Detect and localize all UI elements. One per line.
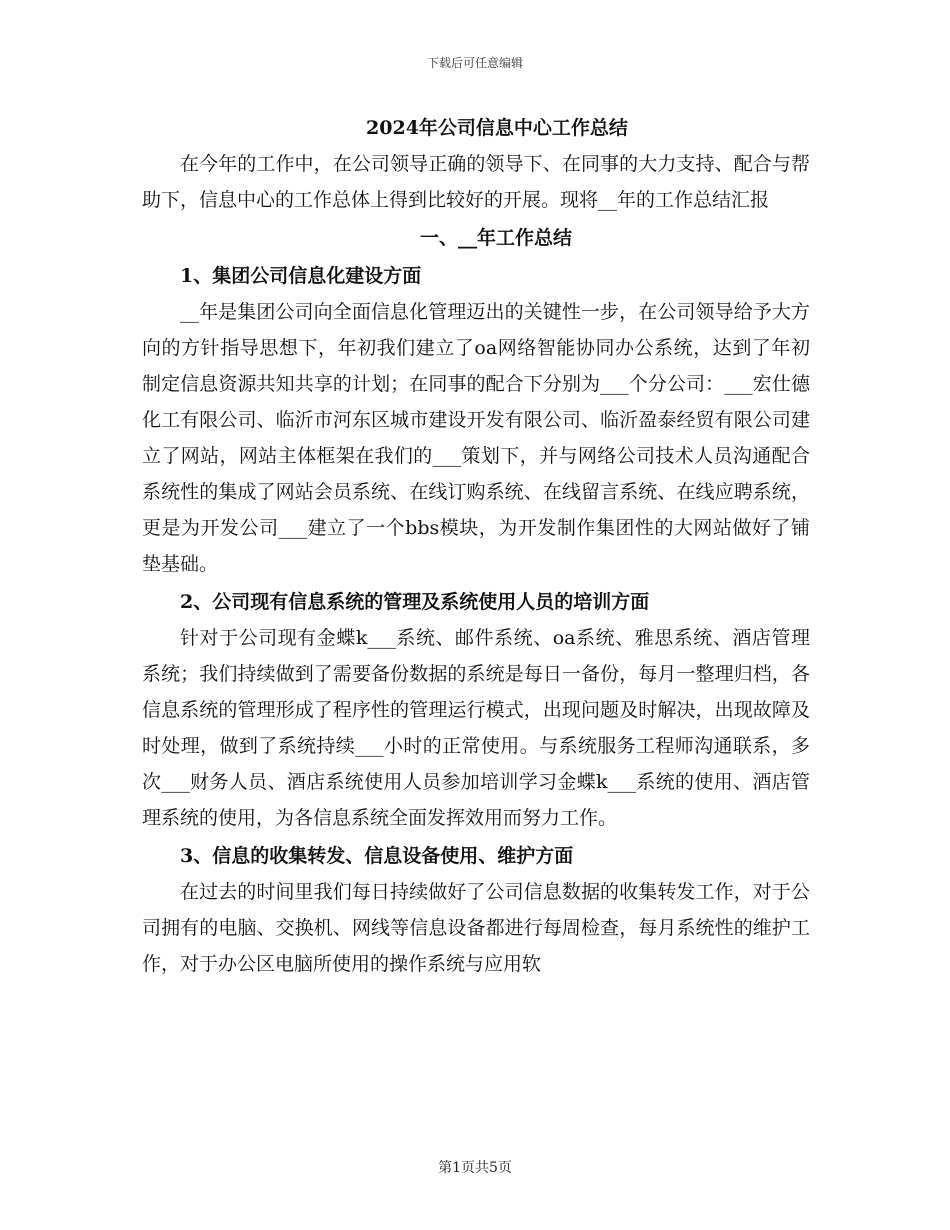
subsection-paragraph-2: 针对于公司现有金蝶k___系统、邮件系统、oa系统、雅思系统、酒店管理系统；我们持续做到了需要备份数据的系统是每日一备份，每月一整理归档，各信息系统的管理形成了程序性的管理运行模式，出现问题及时解决，出现故障及时处理，做到了系统持续___小时的正常使用。与系统服务工程师沟通联系，多次___财务人员、酒店系统使用人员参加培训学习金蝶k___系统的使用、酒店管理系统的使用，为各信息系统全面发挥效用而努力工作。 [142, 627, 810, 829]
page-header: 下载后可任意编辑 [426, 56, 523, 70]
page-footer: 第1页共5页 [438, 1160, 512, 1176]
intro-paragraph: 在今年的工作中，在公司领导正确的领导下、在同事的大力支持、配合与帮助下，信息中心的工作总体上得到比较好的开展。现将__年的工作总结汇报 [142, 153, 810, 211]
section-heading: 一、__年工作总结 [419, 227, 572, 249]
subsection-heading-2: 2、公司现有信息系统的管理及系统使用人员的培训方面 [180, 591, 650, 613]
subsection-heading-1: 1、集团公司信息化建设方面 [180, 265, 422, 287]
document-body [142, 110, 810, 982]
subsection-paragraph-1: __年是集团公司向全面信息化管理迈出的关键性一步，在公司领导给予大方向的方针指导思想下，年初我们建立了oa网络智能协同办公系统，达到了年初制定信息资源共知共享的计划；在同事的配合下分别为___个分公司：___宏仕德化工有限公司、临沂市河东区城市建设开发有限公司、临沂盈泰经贸有限公司建立了网站，网站主体框架在我们的___策划下，并与网络公司技术人员沟通配合系统性的集成了网站会员系统、在线订购系统、在线留言系统、在线应聘系统，更是为开发公司___建立了一个bbs模块，为开发制作集团性的大网站做好了铺垫基础。 [142, 301, 810, 575]
document-title: 2024年公司信息中心工作总结 [366, 117, 628, 139]
subsection-paragraph-3: 在过去的时间里我们每日持续做好了公司信息数据的收集转发工作，对于公司拥有的电脑、交换机、网线等信息设备都进行每周检查，每月系统性的维护工作，对于办公区电脑所使用的操作系统与应用软 [142, 881, 810, 975]
subsection-heading-3: 3、信息的收集转发、信息设备使用、维护方面 [180, 845, 574, 867]
